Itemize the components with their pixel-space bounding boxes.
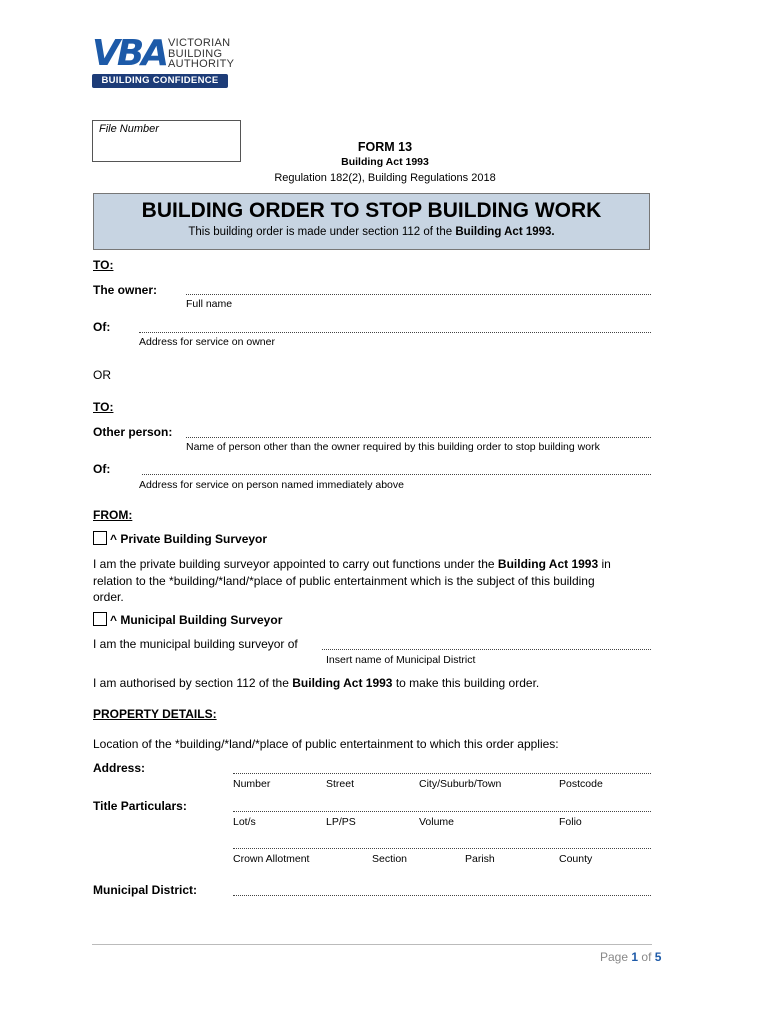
crown-col-county: County: [559, 853, 593, 865]
act-name: Building Act 1993: [341, 156, 429, 168]
regulation: Regulation 182(2), Building Regulations 2018: [274, 172, 496, 184]
vba-logo: [92, 33, 235, 92]
crown-col-section: Section: [372, 853, 408, 865]
page-number: Page 1 of 5: [600, 950, 662, 964]
location-text: Location of the *building/*land/*place of public entertainment to which this order applies:: [93, 737, 559, 751]
crown-col-allotment: Crown Allotment: [233, 853, 310, 865]
municipal-district-hint: Insert name of Municipal District: [326, 654, 476, 666]
owner-field[interactable]: [186, 294, 651, 295]
owner-address-hint: Address for service on owner: [139, 336, 275, 348]
to-heading-2: TO:: [93, 400, 114, 414]
form-number: FORM 13: [357, 140, 413, 154]
address-col-number: Number: [233, 778, 271, 790]
address-col-street: Street: [326, 778, 355, 790]
other-person-field[interactable]: [186, 437, 651, 438]
to-heading: TO:: [93, 258, 114, 272]
property-municipal-field[interactable]: [233, 895, 651, 896]
address-field[interactable]: [233, 773, 651, 774]
address-col-city: City/Suburb/Town: [419, 778, 502, 790]
logo-tagline: BUILDING CONFIDENCE: [92, 74, 228, 88]
private-surveyor-checkbox[interactable]: [93, 531, 107, 545]
from-heading: FROM:: [93, 508, 133, 522]
title-col-folio: Folio: [559, 816, 582, 828]
owner-hint: Full name: [186, 298, 233, 310]
private-surveyor-label: ^ Private Building Surveyor: [110, 532, 268, 546]
municipal-district-field[interactable]: [322, 649, 651, 650]
banner-subtitle: This building order is made under section 112 of the Building Act 1993.: [188, 226, 555, 238]
or-text: OR: [93, 368, 111, 382]
file-number-label: File Number: [99, 123, 159, 135]
footer-divider: [92, 944, 652, 945]
title-col-volume: Volume: [419, 816, 455, 828]
title-banner: [93, 193, 650, 250]
municipal-district-label: Municipal District:: [93, 883, 198, 897]
municipal-surveyor-checkbox[interactable]: [93, 612, 107, 626]
title-particulars-field[interactable]: [233, 811, 651, 812]
crown-col-parish: Parish: [465, 853, 495, 865]
logo-letters: VBA: [92, 33, 167, 74]
other-of-label: Of:: [93, 462, 111, 476]
other-person-label: Other person:: [93, 425, 173, 439]
page-title: BUILDING ORDER TO STOP BUILDING WORK: [141, 199, 602, 222]
private-surveyor-text: I am the private building surveyor appointed to carry out functions under the Building Act 1993 in relation to the *building/*land/*place of public entertainment which is the subject of this building order.: [93, 557, 611, 604]
owner-label: The owner:: [93, 283, 158, 297]
crown-allotment-field[interactable]: [233, 848, 651, 849]
address-label: Address:: [93, 761, 146, 775]
owner-address-field[interactable]: [139, 332, 651, 333]
owner-of-label: Of:: [93, 320, 111, 334]
property-heading: PROPERTY DETAILS:: [93, 707, 217, 721]
authorisation-text: I am authorised by section 112 of the Building Act 1993 to make this building order.: [93, 676, 540, 690]
municipal-surveyor-text: I am the municipal building surveyor of: [93, 637, 298, 651]
other-address-field[interactable]: [142, 474, 651, 475]
other-person-hint: Name of person other than the owner required by this building order to stop building work: [186, 441, 600, 453]
title-col-lots: Lot/s: [233, 816, 256, 828]
address-col-postcode: Postcode: [559, 778, 603, 790]
title-col-lpps: LP/PS: [326, 816, 356, 828]
other-address-hint: Address for service on person named immediately above: [139, 479, 404, 491]
title-particulars-label: Title Particulars:: [93, 799, 187, 813]
municipal-surveyor-label: ^ Municipal Building Surveyor: [110, 613, 283, 627]
logo-name: VICTORIAN BUILDING AUTHORITY: [168, 37, 235, 70]
